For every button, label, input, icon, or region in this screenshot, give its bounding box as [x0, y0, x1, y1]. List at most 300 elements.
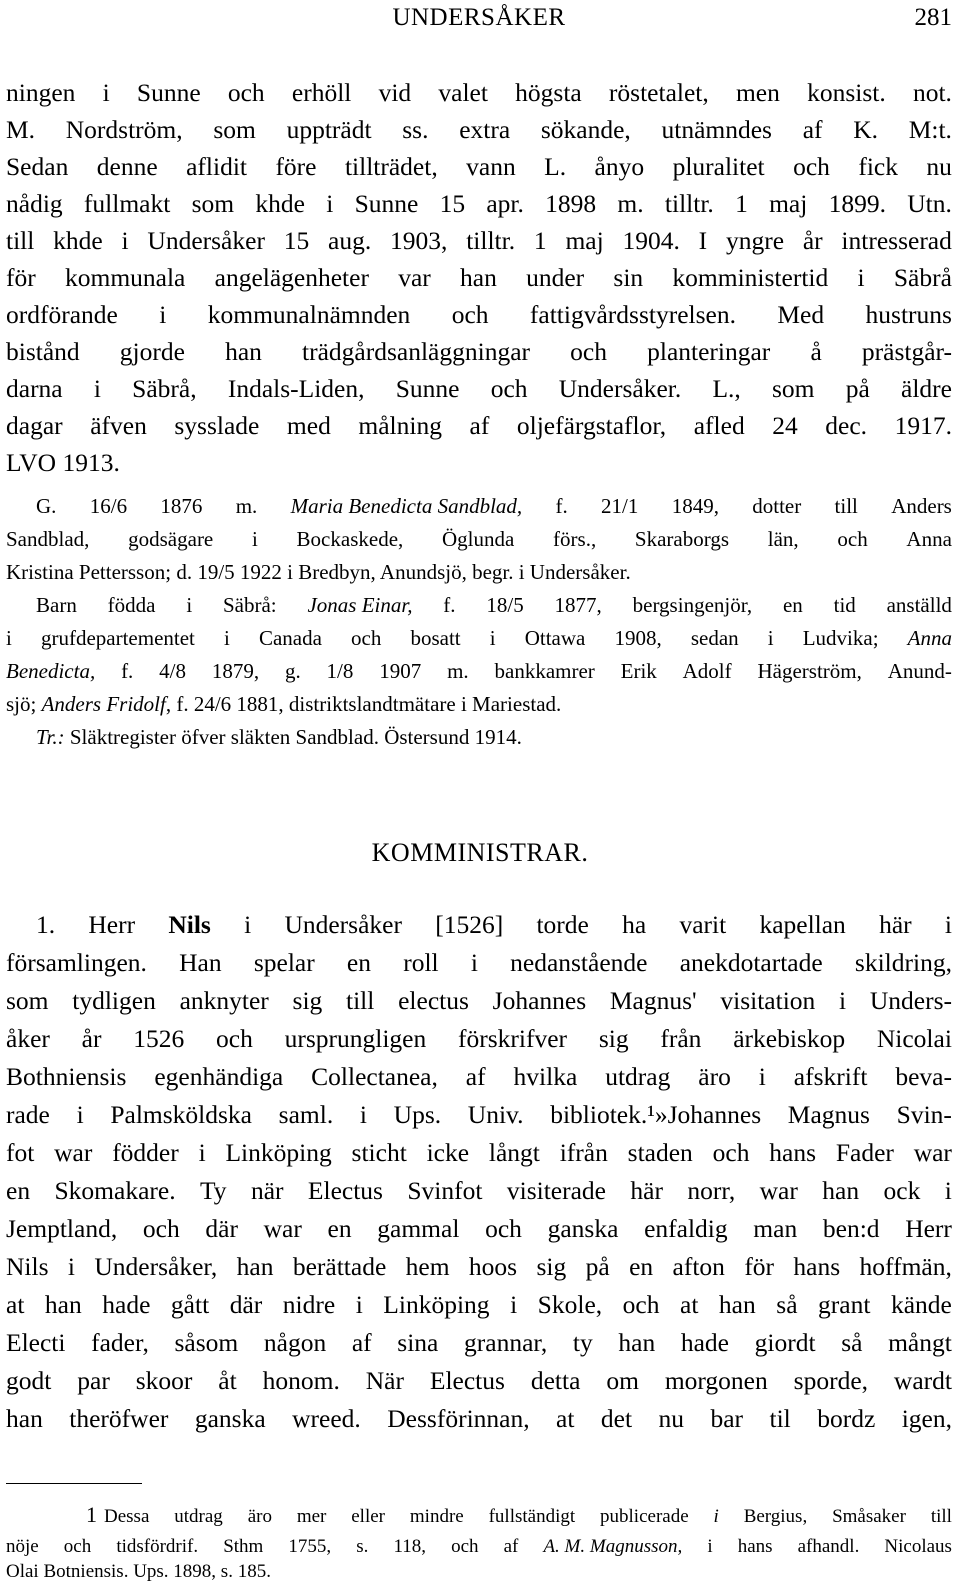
word: Säbrå: [893, 263, 952, 292]
text-line: [6, 337, 952, 367]
word: Dessförinnan,: [387, 1404, 530, 1433]
word: var: [398, 263, 431, 292]
word: 1: [533, 226, 547, 255]
word: godt: [6, 1366, 52, 1395]
word: 15: [439, 189, 466, 218]
word: här: [630, 1176, 663, 1205]
word: en: [6, 1176, 31, 1205]
word: afton: [672, 1252, 725, 1281]
word: staden: [627, 1138, 693, 1167]
word: en: [327, 1214, 352, 1243]
word: Unders-: [869, 986, 952, 1015]
word: han: [460, 263, 497, 292]
word: Nicolai: [876, 1024, 952, 1053]
word: igen,: [901, 1404, 952, 1433]
word: bordz: [817, 1404, 876, 1433]
word: ånyo: [594, 152, 645, 181]
text-line: [6, 986, 952, 1016]
word: i: [944, 910, 952, 939]
word: hade: [680, 1328, 729, 1357]
word: så: [776, 1290, 798, 1319]
word: han: [718, 1290, 756, 1319]
word: torde: [536, 910, 589, 939]
word: giordt: [754, 1328, 816, 1357]
text-line: [6, 115, 952, 145]
text-line: [36, 593, 952, 618]
word: det: [600, 1404, 633, 1433]
word: wardt: [893, 1366, 952, 1395]
word: hans: [769, 1138, 817, 1167]
word: hans: [793, 1252, 841, 1281]
word: mer: [296, 1506, 327, 1527]
word: fick: [858, 152, 898, 181]
word: tilltr.: [664, 189, 714, 218]
word: Maria Benedicta Sandblad,: [290, 494, 523, 518]
word: nidre: [282, 1290, 336, 1319]
word: detta: [530, 1366, 581, 1395]
word: L.: [544, 152, 567, 181]
word: fullmakt: [83, 189, 171, 218]
word: aug.: [328, 226, 372, 255]
word: Undersåker.: [558, 374, 682, 403]
word: icke: [426, 1138, 470, 1167]
word: för: [6, 263, 36, 292]
word: gammal: [377, 1214, 460, 1243]
word: här: [879, 910, 912, 939]
word: dagar: [6, 411, 63, 440]
word: Electus: [429, 1366, 505, 1395]
word: i: [159, 300, 167, 329]
word: beva-: [895, 1062, 952, 1091]
word: så: [841, 1328, 863, 1357]
word: Adolf: [682, 659, 732, 683]
word: och: [793, 152, 830, 181]
word: denne: [96, 152, 158, 181]
word: ifrån: [559, 1138, 608, 1167]
word: 1877,: [554, 593, 602, 617]
word: som: [191, 189, 235, 218]
word: 1755,: [288, 1536, 332, 1557]
word: ock: [883, 1176, 921, 1205]
word: s.: [356, 1536, 369, 1557]
word: Magnus': [609, 986, 697, 1015]
word: m.: [235, 494, 258, 518]
word: khde: [255, 189, 305, 218]
word: par: [77, 1366, 110, 1395]
word: rade: [6, 1100, 50, 1129]
word: yngre: [725, 226, 785, 255]
word: bar: [710, 1404, 744, 1433]
footnote-line: [6, 1536, 952, 1558]
word: i: [944, 1176, 952, 1205]
word: Utn.: [907, 189, 952, 218]
word: men: [735, 78, 780, 107]
word: och: [227, 78, 265, 107]
word: Öglunda: [441, 527, 515, 551]
word: och: [63, 1536, 92, 1557]
word: hustruns: [865, 300, 952, 329]
word: Skole,: [537, 1290, 603, 1319]
word: i: [758, 1062, 766, 1091]
word: län,: [767, 527, 799, 551]
word: äldre: [901, 374, 952, 403]
word: Nicolaus: [884, 1536, 952, 1557]
word: extra: [459, 115, 511, 144]
word: 21/1: [601, 494, 639, 518]
word: någon: [263, 1328, 327, 1357]
text-line-last: LVO 1913.: [6, 448, 120, 477]
word: som: [6, 986, 49, 1015]
word: aflidit: [186, 152, 247, 181]
word: eller: [351, 1506, 386, 1527]
word: norr,: [687, 1176, 736, 1205]
word: 1903,: [390, 226, 448, 255]
word: dotter: [752, 494, 802, 518]
word: publicerade: [600, 1506, 689, 1527]
word: till: [834, 494, 858, 518]
word: nedanstående: [510, 948, 648, 977]
word: af: [503, 1536, 519, 1557]
word: wreed.: [292, 1404, 361, 1433]
word: ty: [572, 1328, 593, 1357]
word: När: [365, 1366, 404, 1395]
word: sporde,: [793, 1366, 869, 1395]
word: spelar: [253, 948, 315, 977]
word: grannar,: [464, 1328, 548, 1357]
word: 1526: [133, 1024, 185, 1053]
word: fullständigt: [488, 1506, 576, 1527]
word: som: [213, 115, 256, 144]
running-title: UNDERSÅKER: [392, 4, 566, 31]
text-line: [6, 152, 952, 182]
word: Magnus: [787, 1100, 870, 1129]
line-part-italic: Anders Fridolf: [41, 692, 166, 716]
word: kommunalnämnden: [207, 300, 411, 329]
word: 1: [735, 189, 748, 218]
text-line-last: Kristina Pettersson; d. 19/5 1922 i Bredbyn, Anundsjö, begr. i Undersåker.: [6, 560, 631, 584]
word: af: [351, 1328, 372, 1357]
word: ben:d: [822, 1214, 880, 1243]
text-line: [36, 910, 952, 940]
word: bibliotek.¹»Johannes: [550, 1100, 762, 1129]
word: i: [102, 78, 110, 107]
word: 1/8: [326, 659, 354, 683]
word: åt: [218, 1366, 237, 1395]
word: ha: [622, 910, 647, 939]
word: han: [6, 1404, 43, 1433]
line-part: sjö;: [6, 692, 42, 716]
word: i: [6, 626, 12, 650]
word: äro: [247, 1506, 272, 1527]
source-text: Släktregister öfver släkten Sandblad. Östersund 1914.: [64, 725, 522, 749]
word: i: [223, 626, 230, 650]
word: anknyter: [179, 986, 269, 1015]
text-line: [6, 1290, 952, 1320]
word: war: [759, 1176, 798, 1205]
word: ganska: [547, 1214, 619, 1243]
text-line: [6, 1404, 952, 1434]
word: han: [44, 1290, 82, 1319]
word: Jemptland,: [6, 1214, 118, 1243]
word: Ty: [199, 1176, 227, 1205]
word: planteringar: [647, 337, 771, 366]
word: ärkebiskop: [733, 1024, 846, 1053]
word: war: [913, 1138, 952, 1167]
word: och: [485, 1214, 522, 1243]
word: darna: [6, 374, 63, 403]
word: war: [263, 1214, 302, 1243]
section-heading: KOMMINISTRAR.: [371, 838, 589, 867]
word: i: [707, 1536, 713, 1557]
word: och: [837, 527, 868, 551]
word: under: [526, 263, 585, 292]
word: apr.: [486, 189, 524, 218]
page-number: 281: [914, 4, 952, 31]
word: roll: [403, 948, 439, 977]
word: nådig: [6, 189, 63, 218]
word: i: [470, 948, 478, 977]
word: 1849,: [671, 494, 719, 518]
word: nöje: [6, 1536, 39, 1557]
line-part: , f. 24/6 1881, distriktslandtmätare i Mariestad.: [165, 692, 562, 716]
text-line: [6, 300, 952, 330]
word: hoffmän,: [859, 1252, 952, 1281]
word: Electi: [6, 1328, 66, 1357]
word: Barn: [36, 593, 77, 617]
word: Jonas Einar,: [307, 593, 413, 617]
word: m.: [617, 189, 644, 218]
word: berättade: [292, 1252, 387, 1281]
word: vid: [378, 78, 412, 107]
word: år: [81, 1024, 102, 1053]
word: hem: [405, 1252, 450, 1281]
word: äfven: [90, 411, 147, 440]
word: mångt: [888, 1328, 952, 1357]
word: till: [6, 226, 35, 255]
word: sticht: [351, 1138, 407, 1167]
word: sökande,: [540, 115, 631, 144]
word: tidsfördrif.: [116, 1536, 199, 1557]
word: Sedan: [6, 152, 69, 181]
word: Nordström,: [65, 115, 183, 144]
word: Sandblad,: [6, 527, 90, 551]
word: L.,: [712, 374, 741, 403]
text-line: [6, 527, 952, 552]
text-line: [6, 1138, 952, 1168]
word: Svin-: [896, 1100, 952, 1129]
word: Benedicta,: [6, 659, 96, 683]
word: i: [767, 626, 774, 650]
text-line: [6, 1176, 952, 1206]
text-line: [6, 226, 952, 256]
word: f.: [121, 659, 134, 683]
word: valet: [438, 78, 488, 107]
word: sin: [613, 263, 644, 292]
word: sedan: [690, 626, 739, 650]
word: i: [76, 1100, 84, 1129]
word: en: [346, 948, 371, 977]
word: konsist.: [807, 78, 886, 107]
word: Undersåker: [147, 226, 265, 255]
word: där: [229, 1290, 263, 1319]
word: i: [244, 910, 252, 939]
word: Skaraborgs: [634, 527, 730, 551]
word: Ludvika;: [802, 626, 879, 650]
word: såsom: [174, 1328, 239, 1357]
word: varit: [679, 910, 727, 939]
word: från: [660, 1024, 702, 1053]
word: högsta: [515, 78, 582, 107]
word: röstetalet,: [608, 78, 709, 107]
word: grufdepartementet: [40, 626, 195, 650]
word: förs.,: [553, 527, 597, 551]
word: Electus: [307, 1176, 383, 1205]
word: fot: [6, 1138, 35, 1167]
word: pluralitet: [672, 152, 765, 181]
word: hvilka: [513, 1062, 578, 1091]
word: f.: [555, 494, 568, 518]
word: Säbrå:: [222, 593, 277, 617]
word: Dessa: [104, 1506, 150, 1527]
word: före: [275, 152, 317, 181]
word: och: [712, 1138, 750, 1167]
word: och: [216, 1024, 253, 1053]
word: m.: [447, 659, 469, 683]
word: i: [489, 626, 496, 650]
word: 1907: [379, 659, 422, 683]
word: ganska: [194, 1404, 266, 1433]
word: i: [326, 189, 334, 218]
word: afled: [693, 411, 745, 440]
word: och: [490, 374, 528, 403]
word: 1879,: [211, 659, 260, 683]
word: bistånd: [6, 337, 80, 366]
word: Anund-: [887, 659, 952, 683]
word: i: [359, 1100, 367, 1129]
word: utdrag: [605, 1062, 671, 1091]
word: skoor: [135, 1366, 193, 1395]
word: M.: [6, 115, 36, 144]
word: skildring,: [854, 948, 952, 977]
word: Collectanea,: [311, 1062, 438, 1091]
word: til: [769, 1404, 791, 1433]
word: Univ.: [467, 1100, 524, 1129]
word: åker: [6, 1024, 50, 1053]
word: K.: [853, 115, 878, 144]
word: afskrift: [793, 1062, 868, 1091]
word: och: [451, 300, 489, 329]
word: Med: [777, 300, 825, 329]
word: vann: [466, 152, 516, 181]
word: 1904.: [622, 226, 680, 255]
word: Nils: [6, 1252, 49, 1281]
word: I: [698, 226, 708, 255]
word: Sunne: [395, 374, 460, 403]
word: anställd: [886, 593, 952, 617]
word: Säbrå,: [132, 374, 197, 403]
word: man: [753, 1214, 798, 1243]
word: äro: [698, 1062, 731, 1091]
word: Indals-Liden,: [227, 374, 365, 403]
word: när: [250, 1176, 284, 1205]
word: 1876: [160, 494, 203, 518]
word: en: [782, 593, 803, 617]
word: Erik: [620, 659, 657, 683]
word: utdrag: [174, 1506, 223, 1527]
word: visitation: [720, 986, 816, 1015]
word: G.: [36, 494, 57, 518]
word: i: [67, 1252, 75, 1281]
word: af: [802, 115, 823, 144]
word: prästgår-: [861, 337, 952, 366]
word: ordförande: [6, 300, 118, 329]
word: oljefärgstaflor,: [516, 411, 667, 440]
word: 15: [283, 226, 310, 255]
word: grant: [818, 1290, 871, 1319]
word: förskrifver: [458, 1024, 568, 1053]
word: ursprungligen: [284, 1024, 427, 1053]
text-line: [6, 948, 952, 978]
word: han: [225, 337, 262, 366]
word: kommunala: [64, 263, 186, 292]
word: målning: [358, 411, 442, 440]
word: Bothniensis: [6, 1062, 127, 1091]
word: 4/8: [159, 659, 186, 683]
word: Sthm: [223, 1536, 264, 1557]
text-line: [6, 1100, 952, 1130]
word: nu: [658, 1404, 685, 1433]
word: g.: [284, 659, 301, 683]
word: Fader: [835, 1138, 894, 1167]
word: kände: [890, 1290, 952, 1319]
word: trädgårdsanläggningar: [302, 337, 531, 366]
word: tilltr.: [466, 226, 516, 255]
word: som: [772, 374, 815, 403]
word: en: [629, 1252, 654, 1281]
word: Herr: [905, 1214, 952, 1243]
word: hade: [102, 1290, 151, 1319]
text-line: [6, 1328, 952, 1358]
word: Svinfot: [407, 1176, 483, 1205]
word: och: [451, 1536, 479, 1557]
word: han: [618, 1328, 656, 1357]
word: Johannes: [492, 986, 587, 1015]
word: i: [186, 593, 193, 617]
word: Bergius,: [743, 1506, 808, 1527]
word: om: [606, 1366, 639, 1395]
word: där: [205, 1214, 238, 1243]
word: Sunne: [136, 78, 201, 107]
word: och: [142, 1214, 180, 1243]
word: födder: [112, 1138, 179, 1167]
word: fader,: [91, 1328, 149, 1357]
word: och: [351, 626, 382, 650]
word: med: [286, 411, 331, 440]
footnote-rule: [6, 1483, 142, 1484]
word: i: [355, 1290, 363, 1319]
word: egenhändiga: [154, 1062, 284, 1091]
word: på: [585, 1252, 610, 1281]
word: Sunne: [354, 189, 419, 218]
text-line: [6, 659, 952, 684]
word: till: [930, 1506, 952, 1527]
word: hoos: [468, 1252, 518, 1281]
word: sig: [292, 986, 323, 1015]
text-line-last: [6, 692, 952, 717]
word: 1898: [545, 189, 597, 218]
text-line: [6, 411, 952, 441]
word: Bockaskede,: [296, 527, 404, 551]
